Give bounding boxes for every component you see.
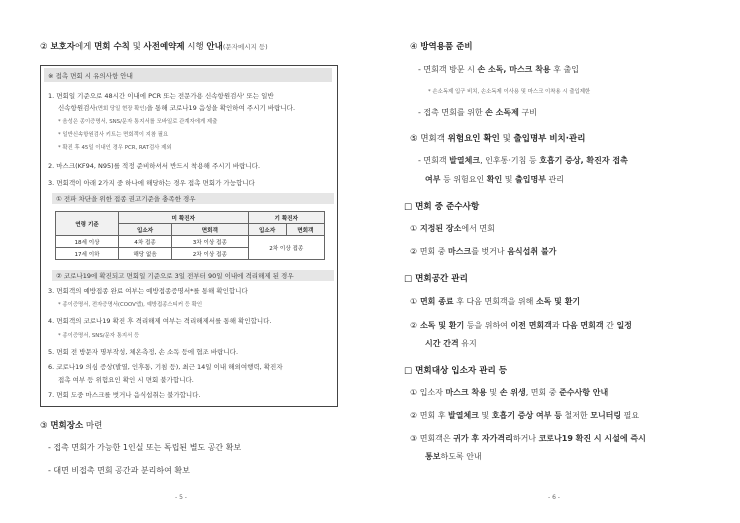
during-visit-item-1: ① 지정된 장소에서 면회 [410, 224, 495, 233]
table-head-confirmed: 기 확진자 [248, 212, 324, 224]
notice-line-6a: 6. 코로나19 의심 증상(발열, 인후통, 기침 등), 최근 14일 이내 해외여행력, 확진자 [48, 363, 283, 371]
page-right [370, 0, 740, 523]
notice-box-header: ※ 접촉 면회 시 유의사항 안내 [48, 72, 133, 80]
table-sub-visitor-2: 면회객 [286, 224, 324, 236]
page-number: - 5 - [175, 494, 187, 501]
notice-note-4: * 종이증명서, 전자증명서(COOV앱), 예방접종스티커 등 확인 [58, 302, 203, 308]
condition-1: ① 전파 차단을 위한 접종 권고기준을 충족한 경우 [52, 193, 334, 204]
notice-note-5: * 종이증명서, SNS/문자 통지서 등 [58, 333, 140, 339]
space-item-2: ② 소독 및 환기 등을 위하여 이전 면회객과 다음 면회객 간 일정 [410, 321, 632, 330]
table-sub-visitor: 면회객 [172, 224, 248, 236]
table-cell: 4차 접종 [119, 236, 172, 248]
heading-space-management: □ 면회공간 관리 [404, 274, 468, 284]
table-cell: 2차 이상 접종 [172, 248, 248, 260]
notice-note-1: * 음성은 종이증명서, SNS/문자 통지서를 모바일로 관계자에게 제출 [58, 119, 218, 125]
table-cell: 17세 이하 [56, 248, 119, 260]
table-cell: 해당 없음 [119, 248, 172, 260]
table-sub-resident-2: 입소자 [248, 224, 286, 236]
resident-item-1: ① 입소자 마스크 착용 및 손 위생, 면회 중 준수사항 안내 [410, 388, 609, 397]
heading-during-visit: □ 면회 중 준수사항 [404, 202, 480, 212]
table-head-unconfirmed: 미 확진자 [119, 212, 249, 224]
heading-resident-management: □ 면회대상 입소자 관리 등 [404, 366, 508, 376]
section-5-bullet-1: - 면회객 발열체크, 인후통·기침 등 호흡기 증상, 확진자 접촉 [418, 156, 628, 165]
space-item-1: ① 면회 종료 후 다음 면회객을 위해 소독 및 환기 [410, 297, 581, 306]
section-3-bullet-1: - 접촉 면회가 가능한 1인실 또는 독립된 별도 공간 확보 [48, 443, 242, 452]
notice-line-7: 7. 면회 도중 마스크를 벗거나 음식섭취는 불가합니다. [48, 391, 201, 399]
section-3-title: ③ 면회장소 마련 [40, 421, 103, 431]
notice-line-3: 3. 면회객이 아래 2가지 중 하나에 해당하는 경우 접촉 면회가 가능합니다 [48, 179, 255, 187]
during-visit-item-2: ② 면회 중 마스크를 벗거나 음식섭취 불가 [410, 247, 557, 256]
page-number: - 6 - [548, 494, 560, 501]
notice-line-2: 2. 마스크(KF94, N95)를 적정 준비하셔서 반드시 착용해 주시기 바랍니다. [48, 162, 261, 170]
notice-line-4: 4. 면회객의 코로나19 확진 후 격리해제 여부는 격리해제서를 통해 확인합니다. [48, 317, 272, 325]
notice-note-2: * 일반신속항원검사 키트는 면회객이 지참 필요 [58, 132, 169, 138]
table-cell-merged: 2차 이상 접종 [248, 236, 324, 260]
section-4-bullet-1: - 면회객 방문 시 손 소독, 마스크 착용 후 출입 [418, 65, 579, 74]
section-4-note: * 손소독제 입구 비치, 손소독제 이사용 및 마스크 이착용 시 출입제한 [428, 89, 591, 95]
notice-note-3: * 확진 후 45일 이내인 경우 PCR, RAT검사 제외 [58, 145, 172, 151]
section-2-title: ② 보호자에게 면회 수칙 및 사전예약제 시행 안내(문자메시지 등) [40, 42, 268, 52]
resident-item-3-cont: 통보하도록 안내 [425, 452, 482, 461]
section-3-bullet-2: - 대면 비접촉 면회 공간과 분리하여 확보 [48, 466, 190, 475]
resident-item-2: ② 면회 후 발열체크 및 호흡기 증상 여부 등 철저한 모니터링 필요 [410, 411, 640, 420]
table-cell: 18세 이상 [56, 236, 119, 248]
space-item-2-cont: 시간 간격 유지 [425, 339, 477, 348]
section-5-bullet-1-cont: 여부 등 위험요인 확인 및 출입명부 관리 [425, 175, 564, 184]
notice-line-1a: 1. 면회일 기준으로 48시간 이내에 PCR 또는 전문가용 신속항원검사' 또는 일반 [48, 92, 274, 100]
section-4-bullet-2: - 접촉 면회를 위한 손 소독제 구비 [418, 108, 537, 117]
vaccination-table [55, 211, 325, 260]
resident-item-3: ③ 면회객은 귀가 후 자가격리하거나 코로나19 확진 시 시설에 즉시 [410, 434, 646, 443]
section-4-title: ④ 방역용품 준비 [410, 42, 473, 52]
notice-line-5: 5. 면회 전 방문자 명부작성, 체온측정, 손 소독 등에 협조 바랍니다. [48, 348, 239, 356]
table-cell: 3차 이상 접종 [172, 236, 248, 248]
table-sub-resident: 입소자 [119, 224, 172, 236]
notice-line-1b: 신속항원검사(면회 당일 현장 확인)을 통해 코로나19 음성을 확인하여 주시기 바랍니다. [58, 104, 296, 112]
condition-2: ② 코로나19에 확진되고 면회일 기준으로 3일 전부터 90일 이내에 격리해제 된 경우 [52, 270, 334, 281]
section-5-title: ⑤ 면회객 위험요인 확인 및 출입명부 비치·관리 [410, 134, 586, 144]
notice-line-6b: 접촉 여부 등 위험요인 확인 시 면회 불가합니다. [58, 376, 194, 384]
table-head-age: 연령 기준 [56, 212, 119, 236]
notice-line-3b: 3. 면회객의 예방접종 완료 여부는 예방접종증명서*를 통해 확인합니다 [48, 287, 248, 295]
